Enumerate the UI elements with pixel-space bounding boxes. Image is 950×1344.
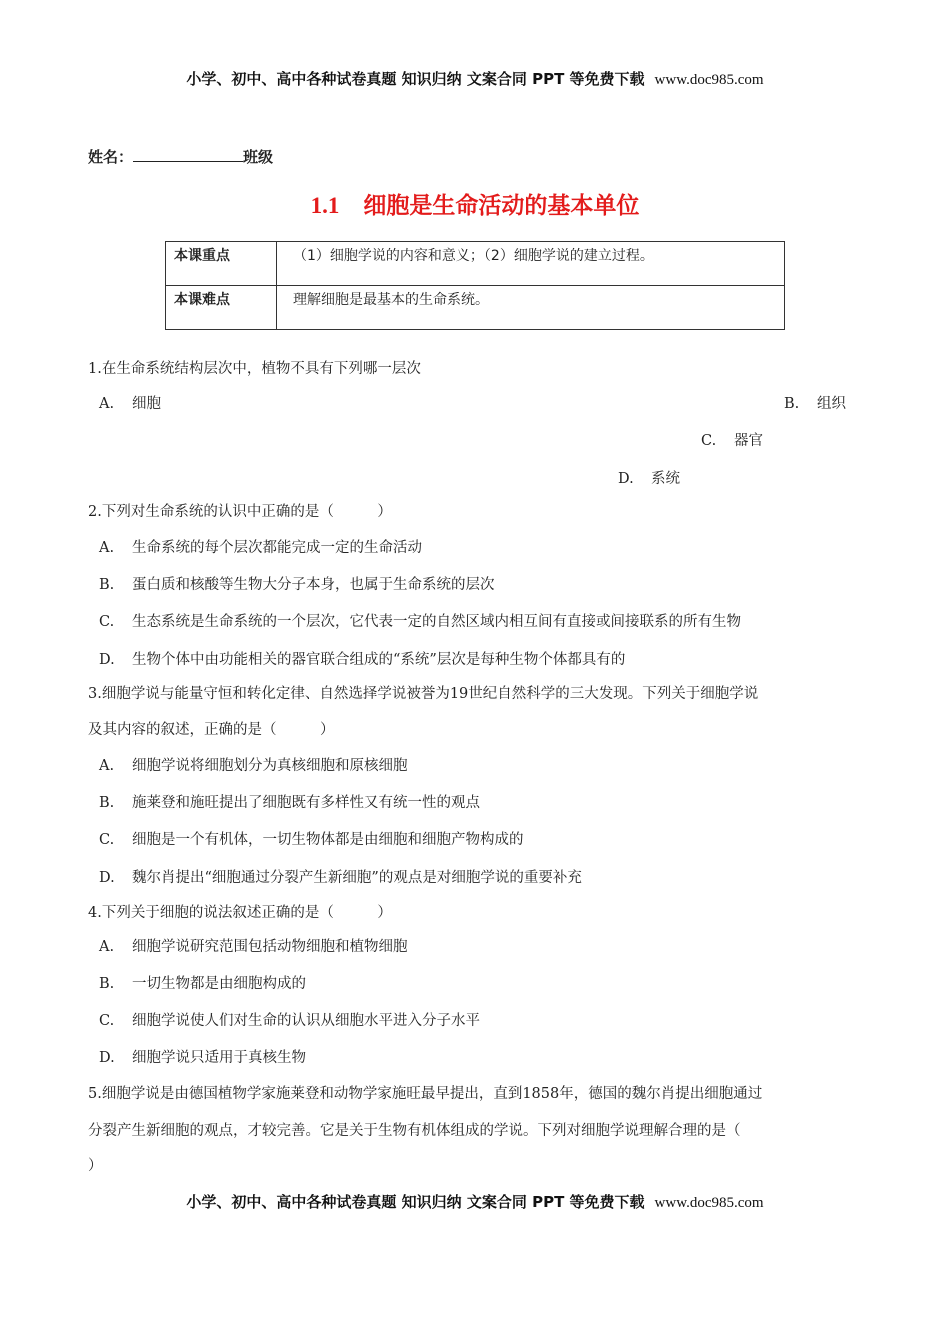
page-footer <box>0 1191 950 1212</box>
question-2: 2.下列对生命系统的认识中正确的是（ ） <box>88 504 392 520</box>
q2-option-b[interactable]: B. 蛋白质和核酸等生物大分子本身，也属于生命系统的层次 <box>99 577 495 593</box>
q4-option-c[interactable]: C. 细胞学说使人们对生命的认识从细胞水平进入分子水平 <box>99 1013 480 1029</box>
footer-url[interactable]: www.doc985.com <box>654 1195 764 1211</box>
keypoint-label: 本课难点 <box>166 286 277 330</box>
name-label: 姓名： <box>88 148 134 166</box>
footer-text: 小学、初中、高中各种试卷真题 知识归纳 文案合同 PPT 等免费下载 <box>186 1193 645 1211</box>
q2-option-a[interactable]: A. 生命系统的每个层次都能完成一定的生命活动 <box>99 540 422 556</box>
q1-option-a[interactable]: A. 细胞 <box>99 396 161 412</box>
name-blank[interactable] <box>133 147 243 162</box>
student-info <box>88 146 273 167</box>
question-3: 3.细胞学说与能量守恒和转化定律、自然选择学说被誉为19世纪自然科学的三大发现。下列关于细胞学说 <box>88 686 759 702</box>
q2-option-d[interactable]: D. 生物个体中由功能相关的器官联合组成的“系统”层次是每种生物个体都具有的 <box>99 652 626 668</box>
q3-option-b[interactable]: B. 施莱登和施旺提出了细胞既有多样性又有统一性的观点 <box>99 795 480 811</box>
q2-option-c[interactable]: C. 生态系统是生命系统的一个层次，它代表一定的自然区域内相互间有直接或间接联系的所有生物 <box>99 614 741 630</box>
question-5-continued: 分裂产生新细胞的观点，才较完善。它是关于生物有机体组成的学说。下列对细胞学说理解合理的是（ <box>88 1123 741 1139</box>
question-3-continued: 及其内容的叙述，正确的是（ ） <box>88 722 335 738</box>
keypoints-table <box>165 241 785 330</box>
page-header <box>0 68 950 89</box>
title-number: 1.1 <box>310 193 340 218</box>
header-url[interactable]: www.doc985.com <box>654 72 764 88</box>
q1-option-d[interactable]: D. 系统 <box>618 471 680 487</box>
q3-option-d[interactable]: D. 魏尔肖提出“细胞通过分裂产生新细胞”的观点是对细胞学说的重要补充 <box>99 870 582 886</box>
class-label: 班级 <box>243 148 274 166</box>
question-5: 5.细胞学说是由德国植物学家施莱登和动物学家施旺最早提出，直到1858年，德国的魏尔肖提出细胞通过 <box>88 1086 763 1102</box>
q4-option-d[interactable]: D. 细胞学说只适用于真核生物 <box>99 1050 306 1066</box>
keypoint-row <box>166 286 785 330</box>
question-1: 1.在生命系统结构层次中，植物不具有下列哪一层次 <box>88 361 421 377</box>
q1-option-b[interactable]: B. 组织 <box>784 396 846 412</box>
q1-option-c[interactable]: C. 器官 <box>701 433 763 449</box>
title-text: 细胞是生命活动的基本单位 <box>363 193 640 219</box>
keypoint-label: 本课重点 <box>166 242 277 286</box>
q4-option-b[interactable]: B. 一切生物都是由细胞构成的 <box>99 976 306 992</box>
question-4: 4.下列关于细胞的说法叙述正确的是（ ） <box>88 905 392 921</box>
keypoint-value: （1）细胞学说的内容和意义；（2）细胞学说的建立过程。 <box>277 242 785 286</box>
keypoint-row <box>166 242 785 286</box>
keypoint-value: 理解细胞是最基本的生命系统。 <box>277 286 785 330</box>
page-title <box>0 187 950 220</box>
q3-option-a[interactable]: A. 细胞学说将细胞划分为真核细胞和原核细胞 <box>99 758 408 774</box>
q4-option-a[interactable]: A. 细胞学说研究范围包括动物细胞和植物细胞 <box>99 939 408 955</box>
q3-option-c[interactable]: C. 细胞是一个有机体，一切生物体都是由细胞和细胞产物构成的 <box>99 832 524 848</box>
question-5-continued-2: ） <box>88 1158 103 1174</box>
header-text: 小学、初中、高中各种试卷真题 知识归纳 文案合同 PPT 等免费下载 <box>186 70 645 88</box>
